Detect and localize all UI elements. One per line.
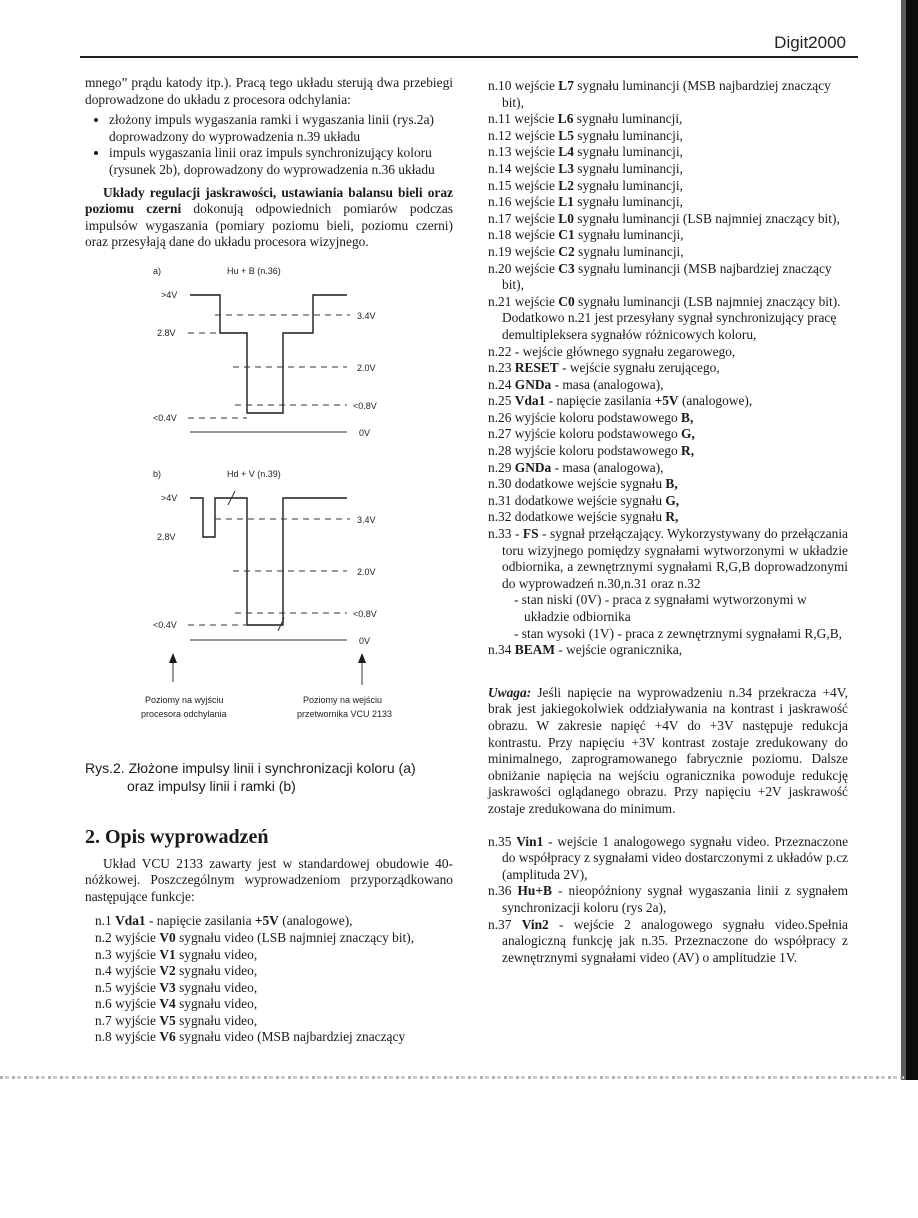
pin-item: n.13 wejście L4 sygnału luminancji, (488, 144, 683, 160)
bullet-item: • złożony impuls wygaszania ramki i wygaszania linii (rys.2a) doprowadzony do wyprowadzenia n.39 układu (109, 112, 453, 145)
pin-list-right (488, 78, 848, 659)
level-0-4v: <0.4V (153, 619, 177, 630)
fig-a-label: a) (153, 265, 162, 276)
pin-item: n.22 - wejście głównego sygnału zegarowego, (488, 343, 736, 359)
pin-item: n.23 RESET - wejście sygnału zerującego, (488, 360, 720, 376)
pin-item: n.6 wyjście V4 sygnału video, (95, 996, 258, 1012)
arrow2-label: Poziomy na wejściu (303, 694, 383, 705)
pin-item: n.30 dodatkowe wejście sygnału B, (488, 476, 678, 492)
pin-item: n.1 Vda1 - napięcie zasilania +5V (analogowe), (95, 913, 353, 929)
level-0-8v: <0.8V (353, 400, 377, 411)
fig-b-title: Hd + V (n.39) (227, 468, 281, 479)
note-text: Jeśli napięcie na wyprowadzeniu n.34 przekracza +4V, brak jest jakiegokolwiek oddziaływania na kontrast i jaskrawość obrazu. W zakresie napięć +4V do +3V następuje redukcja kontrastu. Przy napięciu +3V kontrast zostaje zredukowany do minimalnego, zaprogramowanego fabrycznie poziomu. Dalsze obniżanie napięcia na wejściu ogranicznika powoduje redukcję jaskrawości oglądanego obrazu. Przy napięciu +2V jaskrawość zostaje zredukowana do minimum. (488, 684, 848, 816)
right-column (488, 78, 848, 966)
regulation-paragraph (85, 185, 453, 251)
pin-item: n.15 wejście L2 sygnału luminancji, (488, 177, 683, 193)
pin-item: n.36 Hu+B - nieopóźniony sygnał wygaszania linii z sygnałem synchronizacji koloru (rys 2a), (488, 883, 848, 915)
pin-item: n.2 wyjście V0 sygnału video (LSB najmniej znaczący bit), (95, 929, 415, 945)
pin-item: n.4 wyjście V2 sygnału video, (95, 963, 258, 979)
pin-list-left (85, 913, 453, 1046)
pin-item: n.28 wyjście koloru podstawowego R, (488, 443, 695, 459)
intro-paragraph: mnego” prądu katody itp.). Pracą tego układu sterują dwa przebiegi doprowadzone do układu z procesora odchylania: (85, 75, 453, 107)
regulation-bold: Układy regulacji jaskrawości, ustawiania balansu bieli oraz poziomu czerni (85, 184, 453, 217)
pin-item: n.31 dodatkowe wejście sygnału G, (488, 492, 680, 508)
pin-item: n.10 wejście L7 sygnału luminancji (MSB najbardziej znaczący bit), (488, 78, 831, 110)
level-0-4v: <0.4V (153, 412, 177, 423)
bullet-item: • impuls wygaszania linii oraz impuls synchronizujący koloru (rysunek 2b), doprowadzony do wyprowadzenia n.36 układu (109, 145, 453, 178)
figure-caption (85, 759, 453, 795)
caption-line: Rys.2. Złożone impulsy linii i synchronizacji koloru (a) (85, 759, 416, 776)
pin-item: n.24 GNDa - masa (analogowa), (488, 376, 664, 392)
caption-line: oraz impulsy linii i ramki (b) (127, 777, 296, 794)
figure-2 (85, 257, 453, 757)
arrow1-label: procesora odchylania (141, 708, 227, 719)
level-2-0v: 2.0V (357, 566, 376, 577)
fig-b-label: b) (153, 468, 162, 479)
regulation-text: dokonują odpowiednich pomiarów podczas impulsów wygaszania (pomiary poziomu bieli, poziomu czerni) oraz przesyłają dane do układu procesora wizyjnego. (85, 201, 453, 250)
pin-item: n.33 - FS - sygnał przełączający. Wykorzystywany do przełączania toru wizyjnego pomiędzy sygnałami wytworzonymi w układzie odbiornika, a zewnętrznymi sygnałami R,G,B doprowadzonymi do wyprowadzeń n.30,n.31 oraz n.32 (488, 526, 848, 591)
section-title: 2. Opis wyprowadzeń (85, 825, 269, 848)
page-header-title: Digit2000 (774, 33, 846, 52)
level-2-8v: 2.8V (157, 531, 176, 542)
scan-edge (906, 0, 918, 1080)
pin-item: n.20 wejście C3 sygnału luminancji (MSB najbardziej znaczący bit), (488, 260, 832, 293)
level-3-4v: 3.4V (357, 310, 376, 321)
pin-subitem: - stan niski (0V) - praca z sygnałami wytworzonymi w układzie odbiornika (514, 592, 807, 624)
level-0v: 0V (359, 635, 371, 646)
pin-item: n.21 wejście C0 sygnału luminancji (LSB najmniej znaczący bit). Dodatkowo n.21 jest przesyłany sygnał synchronizujący pracę demultipleksera sygnałów różnicowych koloru, (488, 293, 841, 342)
pin-subitem: - stan wysoki (1V) - praca z zewnętrznymi sygnałami R,G,B, (514, 625, 842, 641)
level-3-4v: 3.4V (357, 514, 376, 525)
arrow1-label: Poziomy na wyjściu (145, 694, 224, 705)
arrow-up-icon (358, 653, 366, 663)
waveform-a (190, 295, 347, 413)
level-2-8v: 2.8V (157, 327, 176, 338)
pin-item: n.26 wyjście koloru podstawowego B, (488, 409, 694, 425)
pin-item: n.14 wejście L3 sygnału luminancji, (488, 160, 683, 176)
pin-item: n.11 wejście L6 sygnału luminancji, (488, 111, 683, 127)
level-2-0v: 2.0V (357, 362, 376, 373)
note-paragraph (488, 685, 848, 818)
fig-a-title: Hu + B (n.36) (227, 265, 281, 276)
pin-item: n.16 wejście L1 sygnału luminancji, (488, 194, 683, 210)
waveform-diagram (85, 257, 453, 757)
pin-item: n.37 Vin2 - wejście 2 analogowego sygnału video.Spełnia analogiczną funkcję jak n.35. Przeznaczone do współpracy z zewnętrznymi sygnałami video (AV) o amplitudzie 1V. (488, 916, 848, 965)
pin-item: n.12 wejście L5 sygnału luminancji, (488, 127, 683, 143)
pin-list-right-2 (488, 834, 848, 967)
section-intro: Układ VCU 2133 zawarty jest w standardowej obudowie 40-nóżkowej. Poszczególnym wyprowadzeniom przyporządkowano następujące funkcje: (85, 855, 453, 904)
pin-item: n.35 Vin1 - wejście 1 analogowego sygnału video. Przeznaczone do współpracy z sygnałami video dostarczonymi z układów p.cz (amplituda 2V), (488, 833, 849, 882)
arrow2-label: przetwornika VCU 2133 (297, 708, 393, 719)
pin-item: n.18 wejście C1 sygnału luminancji, (488, 227, 684, 243)
level-0-8v: <0.8V (353, 608, 377, 619)
pin-item: n.5 wyjście V3 sygnału video, (95, 979, 258, 995)
pin-item: n.29 GNDa - masa (analogowa), (488, 459, 664, 475)
left-column (85, 75, 453, 1046)
pin-item: n.8 wyjście V6 sygnału video (MSB najbardziej znaczący (95, 1029, 406, 1045)
pin-item: n.34 BEAM - wejście ogranicznika, (488, 642, 683, 658)
header-rule (80, 56, 858, 58)
pin-item: n.3 wyjście V1 sygnału video, (95, 946, 258, 962)
pin-item: n.27 wyjście koloru podstawowego G, (488, 426, 695, 442)
level-4v: >4V (161, 289, 178, 300)
pin-item: n.32 dodatkowe wejście sygnału R, (488, 509, 679, 525)
bullet-list (85, 112, 453, 178)
pin-item: n.7 wyjście V5 sygnału video, (95, 1012, 258, 1028)
pin-item: n.19 wejście C2 sygnału luminancji, (488, 243, 684, 259)
waveform-b (190, 498, 347, 625)
pin-item: n.25 Vda1 - napięcie zasilania +5V (analogowe), (488, 393, 753, 409)
note-label: Uwaga: (488, 684, 532, 700)
level-0v: 0V (359, 427, 371, 438)
pin-item: n.17 wejście L0 sygnału luminancji (LSB najmniej znaczący bit), (488, 210, 840, 226)
arrow-up-icon (169, 653, 177, 663)
level-4v: >4V (161, 492, 178, 503)
scan-noise (0, 1076, 904, 1079)
